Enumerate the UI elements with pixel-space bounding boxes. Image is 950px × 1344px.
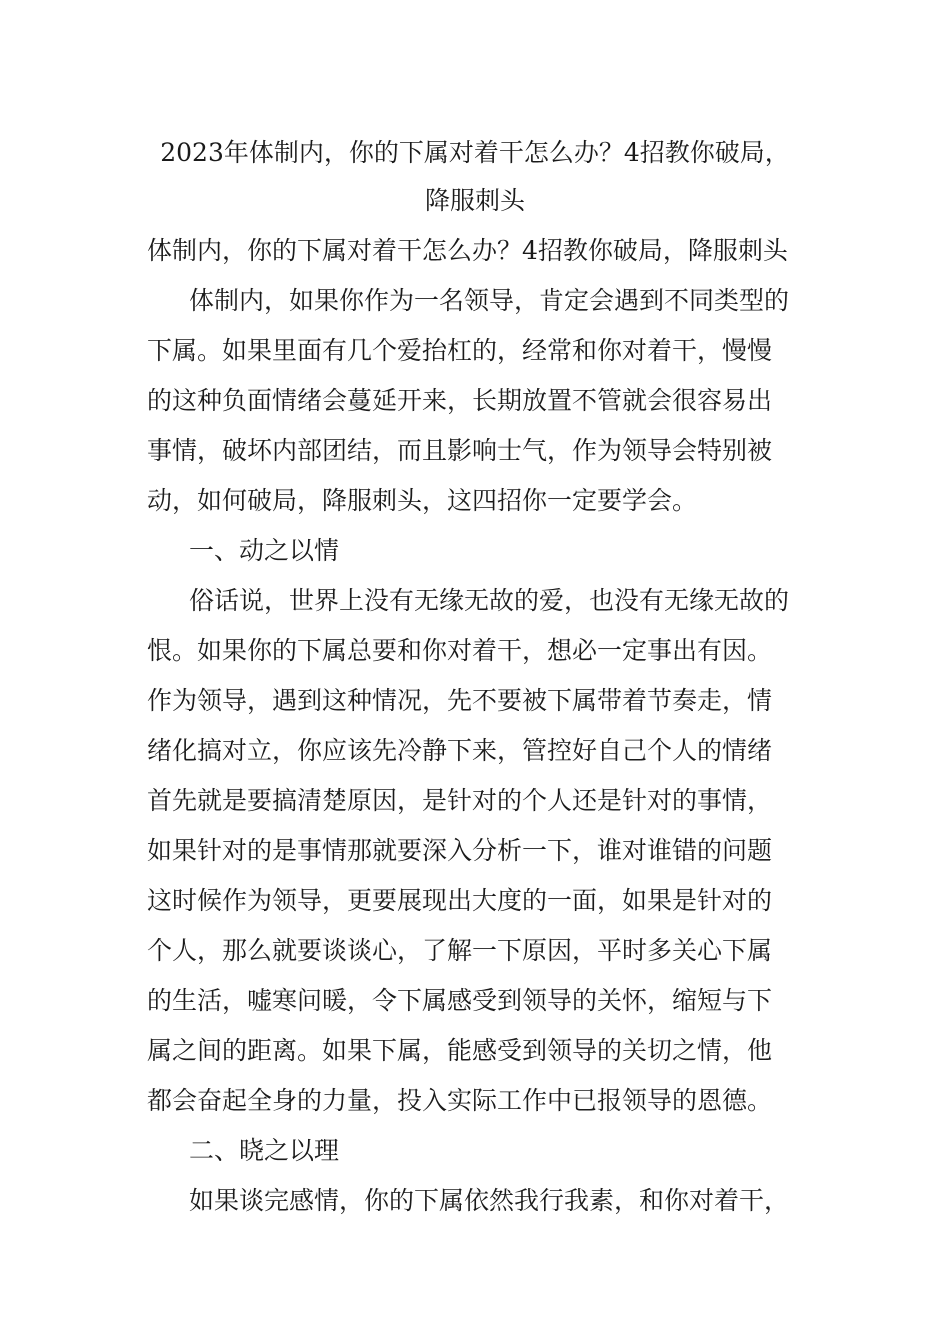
paragraph-2-line-1: 俗话说，世界上没有无缘无故的爱，也没有无缘无故的	[189, 586, 790, 615]
paragraph-1-line-4: 事情，破坏内部团结，而且影响士气，作为领导会特别被	[147, 436, 773, 465]
paragraph-2-line-5: 首先就是要搞清楚原因，是针对的个人还是针对的事情，	[147, 786, 773, 815]
paragraph-2-line-9: 的生活，嘘寒问暖，令下属感受到领导的关怀，缩短与下	[147, 986, 773, 1015]
paragraph-1-line-2: 下属。如果里面有几个爱抬杠的，经常和你对着干，慢慢	[147, 336, 773, 365]
paragraph-2-line-6: 如果针对的是事情那就要深入分析一下，谁对谁错的问题	[147, 836, 773, 865]
paragraph-2-line-4: 绪化搞对立，你应该先冷静下来，管控好自己个人的情绪	[147, 736, 773, 765]
section-heading-1: 一、动之以情	[189, 536, 340, 565]
paragraph-1-line-1: 体制内，如果你作为一名领导，肯定会遇到不同类型的	[189, 286, 790, 315]
paragraph-1-line-3: 的这种负面情绪会蔓延开来，长期放置不管就会很容易出	[147, 386, 773, 415]
paragraph-2-line-10: 属之间的距离。如果下属，能感受到领导的关切之情，他	[147, 1036, 773, 1065]
paragraph-2-line-3: 作为领导，遇到这种情况，先不要被下属带着节奏走，情	[147, 686, 773, 715]
paragraph-2-line-11: 都会奋起全身的力量，投入实际工作中已报领导的恩德。	[147, 1086, 773, 1115]
paragraph-2-line-7: 这时候作为领导，更要展现出大度的一面，如果是针对的	[147, 886, 773, 915]
paragraph-1-line-5: 动，如何破局，降服刺头，这四招你一定要学会。	[147, 486, 698, 515]
paragraph-2-line-2: 恨。如果你的下属总要和你对着干，想必一定事出有因。	[147, 636, 773, 665]
paragraph-2-line-8: 个人，那么就要谈谈心，了解一下原因，平时多关心下属	[147, 936, 773, 965]
document-title-line-1: 2023年体制内，你的下属对着干怎么办？4招教你破局，	[160, 138, 790, 167]
subtitle-line: 体制内，你的下属对着干怎么办？4招教你破局，降服刺头	[147, 236, 788, 265]
paragraph-3-line-1: 如果谈完感情，你的下属依然我行我素，和你对着干，	[189, 1186, 790, 1215]
document-title-line-2: 降服刺头	[424, 186, 525, 215]
section-heading-2: 二、晓之以理	[189, 1136, 340, 1165]
